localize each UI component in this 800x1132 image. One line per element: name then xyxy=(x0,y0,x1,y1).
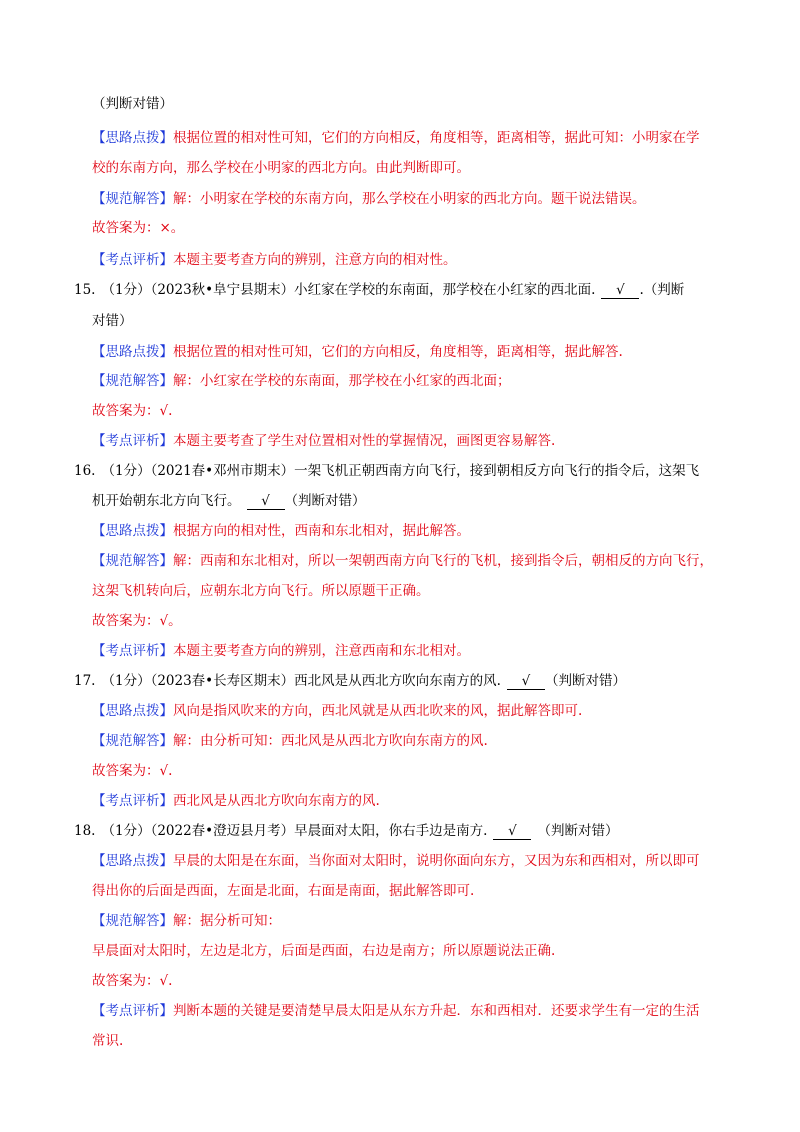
review-label: 【考点评析】 xyxy=(92,643,173,659)
solution-label: 【规范解答】 xyxy=(92,373,173,389)
q18-review: 【考点评析】判断本题的关键是要清楚早晨太阳是从东方升起．东和西相对．还要求学生有一定的生活 xyxy=(92,1003,700,1019)
idea-label: 【思路点拨】 xyxy=(92,523,173,539)
idea-label: 【思路点拨】 xyxy=(92,853,173,869)
solution-label: 【规范解答】 xyxy=(92,733,173,749)
q18-idea-cont: 得出你的后面是西面，左面是北面，右面是南面，据此解答即可. xyxy=(92,883,475,899)
question-number: 16. xyxy=(74,463,96,479)
q16-stem: 16. （1分）（2021春•邓州市期末）一架飞机正朝西南方向飞行，接到朝相反方向飞行的指令后，这架飞 xyxy=(74,463,700,479)
review-label: 【考点评析】 xyxy=(92,793,173,809)
q14-idea-cont: 校的东南方向，那么学校在小明家的西北方向。由此判断即可。 xyxy=(92,160,470,176)
review-label: 【考点评析】 xyxy=(92,1003,173,1019)
question-number: 18. xyxy=(74,823,96,839)
q17-solution: 【规范解答】解：由分析可知：西北风是从西北方吹向东南方的风. xyxy=(92,733,488,749)
q15-stem: 15. （1分）（2023秋•阜宁县期末）小红家在学校的东南面，那学校在小红家的西北面. √ .（判断 xyxy=(74,282,685,298)
q17-review: 【考点评析】西北风是从西北方吹向东南方的风. xyxy=(92,793,380,809)
review-label: 【考点评析】 xyxy=(92,252,173,268)
q17-answer: 故答案为：√. xyxy=(92,763,173,779)
q15-idea: 【思路点拨】根据位置的相对性可知，它们的方向相反，角度相等，距离相等，据此解答. xyxy=(92,344,623,360)
q15-review: 【考点评析】本题主要考查了学生对位置相对性的掌握情况，画图更容易解答. xyxy=(92,433,556,449)
solution-label: 【规范解答】 xyxy=(92,913,173,929)
q18-solution-cont: 早晨面对太阳时，左边是北方，后面是西面，右边是南方；所以原题说法正确. xyxy=(92,943,556,959)
q16-stem-cont: 机开始朝东北方向飞行。 √ （判断对错） xyxy=(92,493,366,509)
question-number: 17. xyxy=(74,673,96,689)
q18-solution: 【规范解答】解：据分析可知： xyxy=(92,913,281,929)
q14-review: 【考点评析】本题主要考查方向的辨别，注意方向的相对性。 xyxy=(92,252,457,268)
q16-solution-cont: 这架飞机转向后，应朝东北方向飞行。所以原题干正确。 xyxy=(92,583,430,599)
q15-answer: 故答案为：√. xyxy=(92,403,173,419)
answer-blank: √ xyxy=(507,673,545,690)
q18-answer: 故答案为：√. xyxy=(92,973,173,989)
solution-label: 【规范解答】 xyxy=(92,553,173,569)
idea-label: 【思路点拨】 xyxy=(92,344,173,360)
q17-idea: 【思路点拨】风向是指风吹来的方向，西北风就是从西北吹来的风，据此解答即可. xyxy=(92,703,583,719)
q18-stem: 18. （1分）（2022春•澄迈县月考）早晨面对太阳，你右手边是南方. √ （判断对错） xyxy=(74,823,619,839)
answer-blank: √ xyxy=(493,823,531,840)
q15-stem-cont: 对错） xyxy=(92,313,133,329)
question-number: 15. xyxy=(74,282,96,298)
q16-answer: 故答案为：√。 xyxy=(92,613,182,629)
solution-label: 【规范解答】 xyxy=(92,191,173,207)
q14-solution: 【规范解答】解：小明家在学校的东南方向，那么学校在小明家的西北方向。题干说法错误。 xyxy=(92,191,646,207)
q18-review-cont: 常识. xyxy=(92,1033,124,1049)
answer-blank: √ xyxy=(247,493,285,510)
q14-idea: 【思路点拨】根据位置的相对性可知，它们的方向相反，角度相等，距离相等，据此可知：小明家在学 xyxy=(92,130,700,146)
answer-blank: √ xyxy=(601,282,639,299)
q16-solution: 【规范解答】解：西南和东北相对，所以一架朝西南方向飞行的飞机，接到指令后，朝相反的方向飞行， xyxy=(92,553,713,569)
review-label: 【考点评析】 xyxy=(92,433,173,449)
idea-label: 【思路点拨】 xyxy=(92,130,173,146)
q17-stem: 17. （1分）（2023春•长寿区期末）西北风是从西北方吹向东南方的风. √ （判断对错） xyxy=(74,673,626,689)
idea-label: 【思路点拨】 xyxy=(92,703,173,719)
q16-review: 【考点评析】本题主要考查方向的辨别，注意西南和东北相对。 xyxy=(92,643,470,659)
q15-solution: 【规范解答】解：小红家在学校的东南面，那学校在小红家的西北面； xyxy=(92,373,511,389)
q18-idea: 【思路点拨】早晨的太阳是在东面，当你面对太阳时，说明你面向东方，又因为东和西相对，所以即可 xyxy=(92,853,700,869)
q14-answer: 故答案为：×。 xyxy=(92,220,185,236)
q16-idea: 【思路点拨】根据方向的相对性，西南和东北相对，据此解答。 xyxy=(92,523,470,539)
q14-judge: （判断对错） xyxy=(92,96,173,112)
